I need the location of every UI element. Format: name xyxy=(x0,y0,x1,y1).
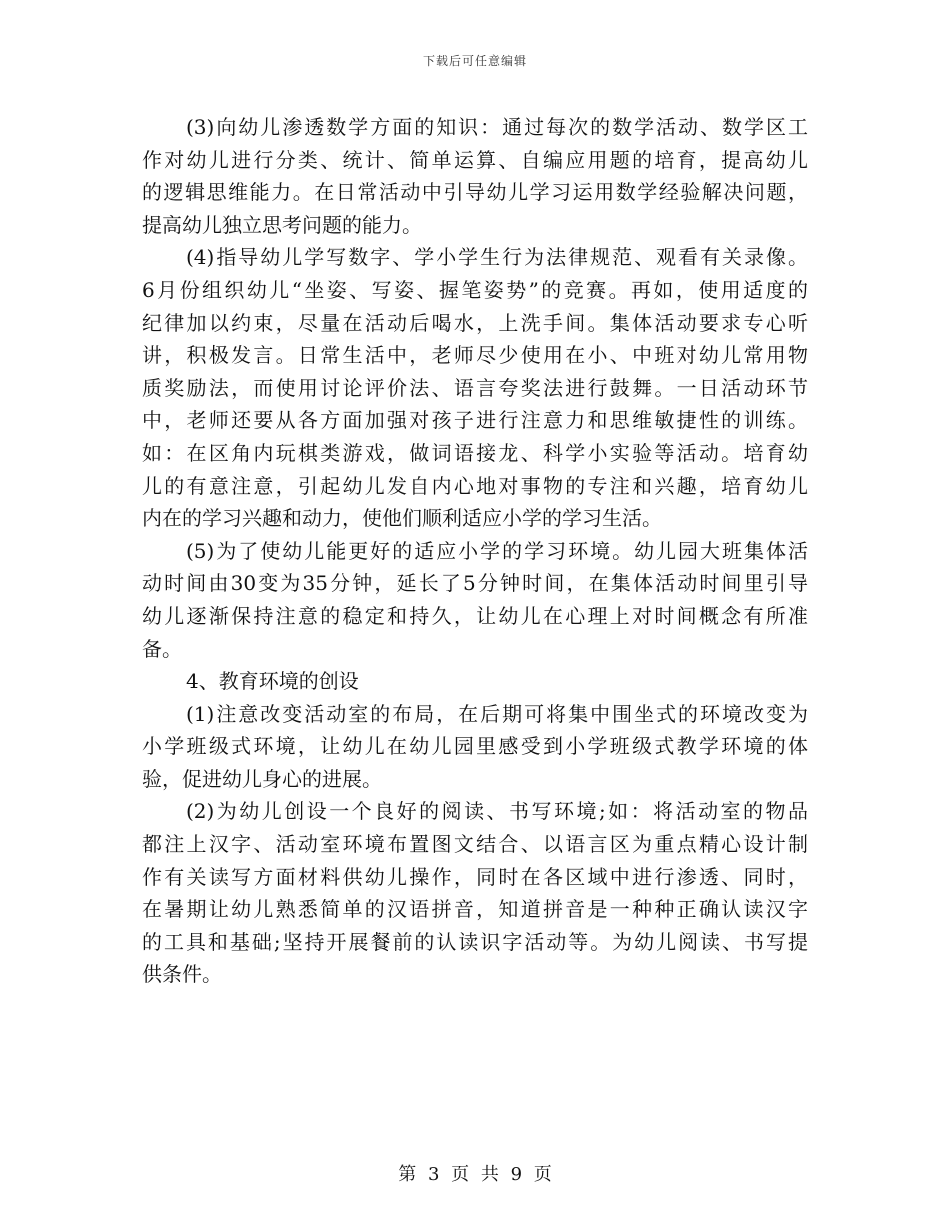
text-line: 质奖励法，而使用讨论评价法、语言夸奖法进行鼓舞。一日活动环节 xyxy=(142,375,808,400)
text-line: 验，促进幼儿身心的进展。 xyxy=(142,766,382,791)
text-line: 提高幼儿独立思考问题的能力。 xyxy=(142,212,422,237)
section-heading: 4、教育环境的创设 xyxy=(186,669,359,694)
text-line: (3)向幼儿渗透数学方面的知识：通过每次的数学活动、数学区工 xyxy=(186,115,808,139)
text-line: (4)指导幼儿学写数字、学小学生行为法律规范、观看有关录像。 xyxy=(186,245,808,270)
text-line: 供条件。 xyxy=(142,962,222,987)
text-line: 儿的有意注意，引起幼儿发自内心地对事物的专注和兴趣，培育幼儿 xyxy=(142,473,808,498)
text-line: 都注上汉字、活动室环境布置图文结合、以语言区为重点精心设计制 xyxy=(142,832,808,857)
text-line: 的逻辑思维能力。在日常活动中引导幼儿学习运用数学经验解决问题， xyxy=(142,180,808,205)
page-number: 第 3 页 共 9 页 xyxy=(398,1164,552,1185)
text-line: (2)为幼儿创设一个良好的阅读、书写环境;如：将活动室的物品 xyxy=(186,799,808,824)
text-line: 作对幼儿进行分类、统计、简单运算、自编应用题的培育，提高幼儿 xyxy=(142,147,808,172)
text-line: 6月份组织幼儿“坐姿、写姿、握笔姿势”的竞赛。再如，使用适度的 xyxy=(142,277,808,302)
page-header: 下载后可任意编辑 xyxy=(422,54,527,68)
text-line: 内在的学习兴趣和动力，使他们顺利适应小学的学习生活。 xyxy=(142,506,662,531)
text-line: 幼儿逐渐保持注意的稳定和持久，让幼儿在心理上对时间概念有所准 xyxy=(142,603,808,628)
text-line: 作有关读写方面材料供幼儿操作，同时在各区域中进行渗透、同时， xyxy=(142,864,808,889)
text-line: 的工具和基础;坚持开展餐前的认读识字活动等。为幼儿阅读、书写提 xyxy=(142,929,808,954)
text-line: 如：在区角内玩棋类游戏，做词语接龙、科学小实验等活动。培育幼 xyxy=(142,440,808,465)
text-line: (1)注意改变活动室的布局，在后期可将集中围坐式的环境改变为 xyxy=(186,701,808,726)
text-line: 小学班级式环境，让幼儿在幼儿园里感受到小学班级式教学环境的体 xyxy=(142,734,808,759)
text-line: 动时间由30变为35分钟，延长了5分钟时间，在集体活动时间里引导 xyxy=(142,571,808,596)
text-line: 纪律加以约束，尽量在活动后喝水，上洗手间。集体活动要求专心听 xyxy=(142,310,808,335)
text-line: 在暑期让幼儿熟悉简单的汉语拼音，知道拼音是一种种正确认读汉字 xyxy=(142,897,808,922)
document-body xyxy=(142,111,808,991)
text-line: 中，老师还要从各方面加强对孩子进行注意力和思维敏捷性的训练。 xyxy=(142,408,808,433)
text-line: (5)为了使幼儿能更好的适应小学的学习环境。幼儿园大班集体活 xyxy=(186,538,808,563)
text-line: 备。 xyxy=(142,636,182,661)
text-line: 讲，积极发言。日常生活中，老师尽少使用在小、中班对幼儿常用物 xyxy=(142,343,808,368)
